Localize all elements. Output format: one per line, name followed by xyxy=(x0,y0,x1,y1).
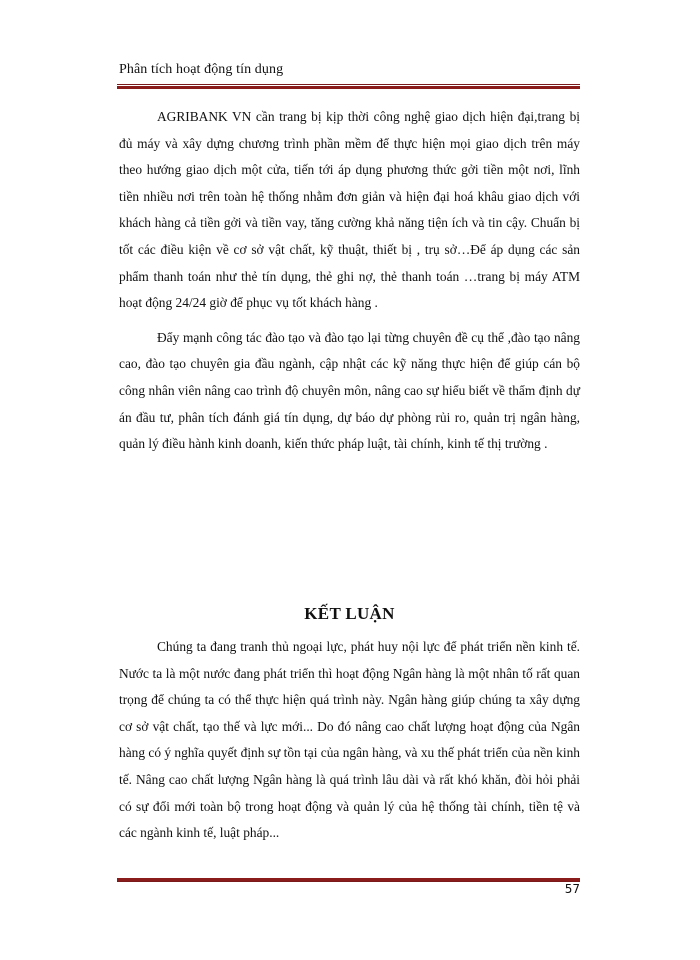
body-paragraph: Đẩy mạnh công tác đào tạo và đào tạo lại từng chuyên đề cụ thể ,đào tạo nâng cao, đào tạo chuyên gia đầu ngành, cập nhật các kỹ năng thực hiện để giúp cán bộ công nhân viên nâng cao trình độ chuyên môn, nâng cao sự hiểu biết về thẩm định dự án đầu tư, phân tích đánh giá tín dụng, dự báo dự phòng rủi ro, quản trị ngân hàng, quản lý điều hành kinh doanh, kiến thức pháp luật, tài chính, kinh tế thị trường . xyxy=(119,329,580,452)
body-paragraph: AGRIBANK VN cần trang bị kịp thời công nghệ giao dịch hiện đại,trang bị đủ máy và xây dựng chương trình phần mềm để thực hiện mọi giao dịch trên máy theo hướng giao dịch một cửa, tiến tới áp dụng phương thức gởi tiền một nơi, lĩnh tiền nhiều nơi trên toàn hệ thống nhằm đơn giản và hiện đại hoá khâu giao dịch với khách hàng cả tiền gởi và tiền vay, tăng cường khả năng tiện ích và tin cậy. Chuẩn bị tốt các điều kiện về cơ sở vật chất, kỹ thuật, thiết bị , trụ sở…Để áp dụng các sản phẩm thanh toán như thẻ tín dụng, thẻ ghi nợ, thẻ thanh toán …trang bị máy ATM hoạt động 24/24 giờ để phục vụ tốt khách hàng . xyxy=(119,109,580,311)
footer-divider xyxy=(117,877,580,882)
conclusion-paragraph: Chúng ta đang tranh thủ ngoại lực, phát huy nội lực để phát triển nền kinh tế. Nước ta là một nước đang phát triển thì hoạt động Ngân hàng là một nhân tố rất quan trọng để chúng ta có thể thực hiện quá trình này. Ngân hàng giúp chúng ta xây dựng cơ sở vật chất, tạo thế và lực mới... Do đó nâng cao chất lượng hoạt động của Ngân hàng có ý nghĩa quyết định sự tồn tại của ngân hàng, và xu thế phát triển của nền kinh tế. Nâng cao chất lượng Ngân hàng là quá trình lâu dài và rất khó khăn, đòi hỏi phải có sự đổi mới toàn bộ trong hoạt động và quản lý của hệ thống tài chính, tiền tệ và các ngành kinh tế, luật pháp... xyxy=(119,639,580,841)
conclusion-heading: KẾT LUẬN xyxy=(304,604,395,623)
body-content xyxy=(119,104,580,458)
page-number: 57 xyxy=(564,882,580,896)
header-divider xyxy=(117,84,580,89)
page-header-title: Phân tích hoạt động tín dụng xyxy=(119,62,284,77)
